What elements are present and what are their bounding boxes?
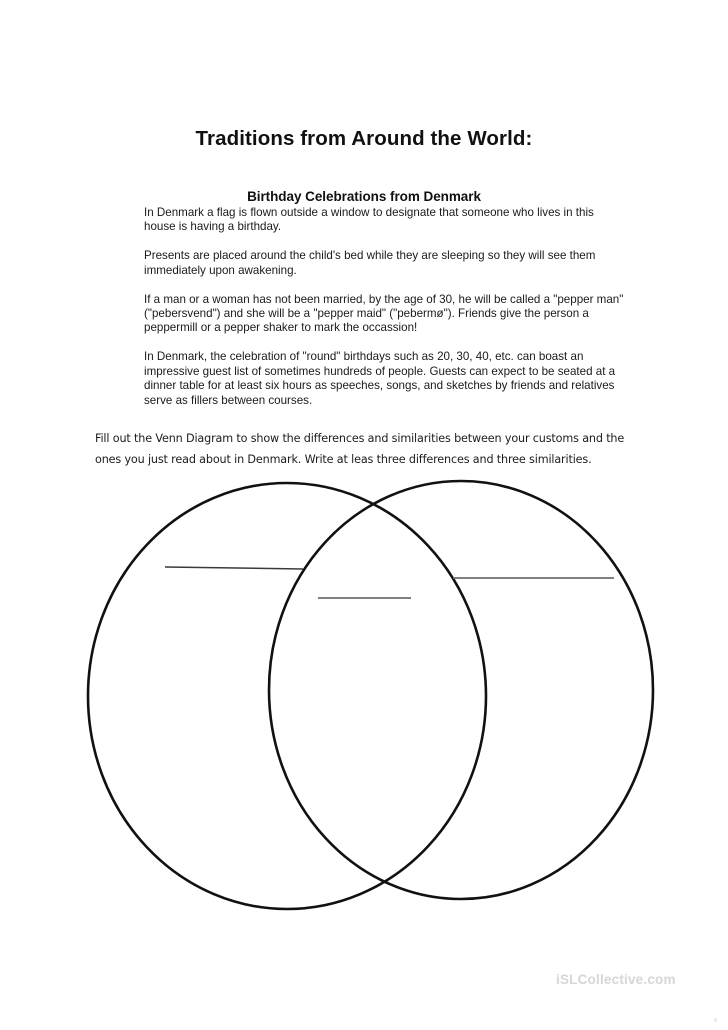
venn-diagram bbox=[80, 468, 668, 938]
page-title: Traditions from Around the World: bbox=[195, 127, 533, 150]
left-answer-line[interactable] bbox=[165, 567, 303, 569]
passage-paragraph: In Denmark a flag is flown outside a window to designate that someone who lives in this house is having a birthday. bbox=[144, 206, 594, 234]
your-customs-circle bbox=[88, 483, 486, 909]
corner-artifact bbox=[714, 1018, 717, 1022]
reading-passage bbox=[144, 206, 626, 408]
denmark-customs-circle bbox=[269, 481, 653, 899]
passage-paragraph: In Denmark, the celebration of "round" birthdays such as 20, 30, 40, etc. can boast an impressive guest list of sometimes hundreds of people. Guests can expect to be seated at a dinner table for at least six hours as speeches, songs, and sketches by friends and relatives serve as fillers between courses. bbox=[144, 350, 616, 407]
task-instructions bbox=[95, 428, 625, 470]
passage-paragraph: If a man or a woman has not been married, by the age of 30, he will be called a "pepper man" ("pebersvend") and she will be a "pepper maid" ("pebermø"). Friends give the person a peppermill or a pepper shaker to mark the occassion! bbox=[144, 292, 624, 335]
instruction-text: Fill out the Venn Diagram to show the differences and similarities between your customs and the ones you just read about in Denmark. Write at leas three differences and three similarities. bbox=[95, 432, 625, 466]
passage-paragraph: Presents are placed around the child's bed while they are sleeping so they will see them immediately upon awakening. bbox=[144, 249, 596, 277]
section-subtitle: Birthday Celebrations from Denmark bbox=[247, 189, 481, 204]
watermark-label: iSLCollective.com bbox=[556, 972, 676, 987]
